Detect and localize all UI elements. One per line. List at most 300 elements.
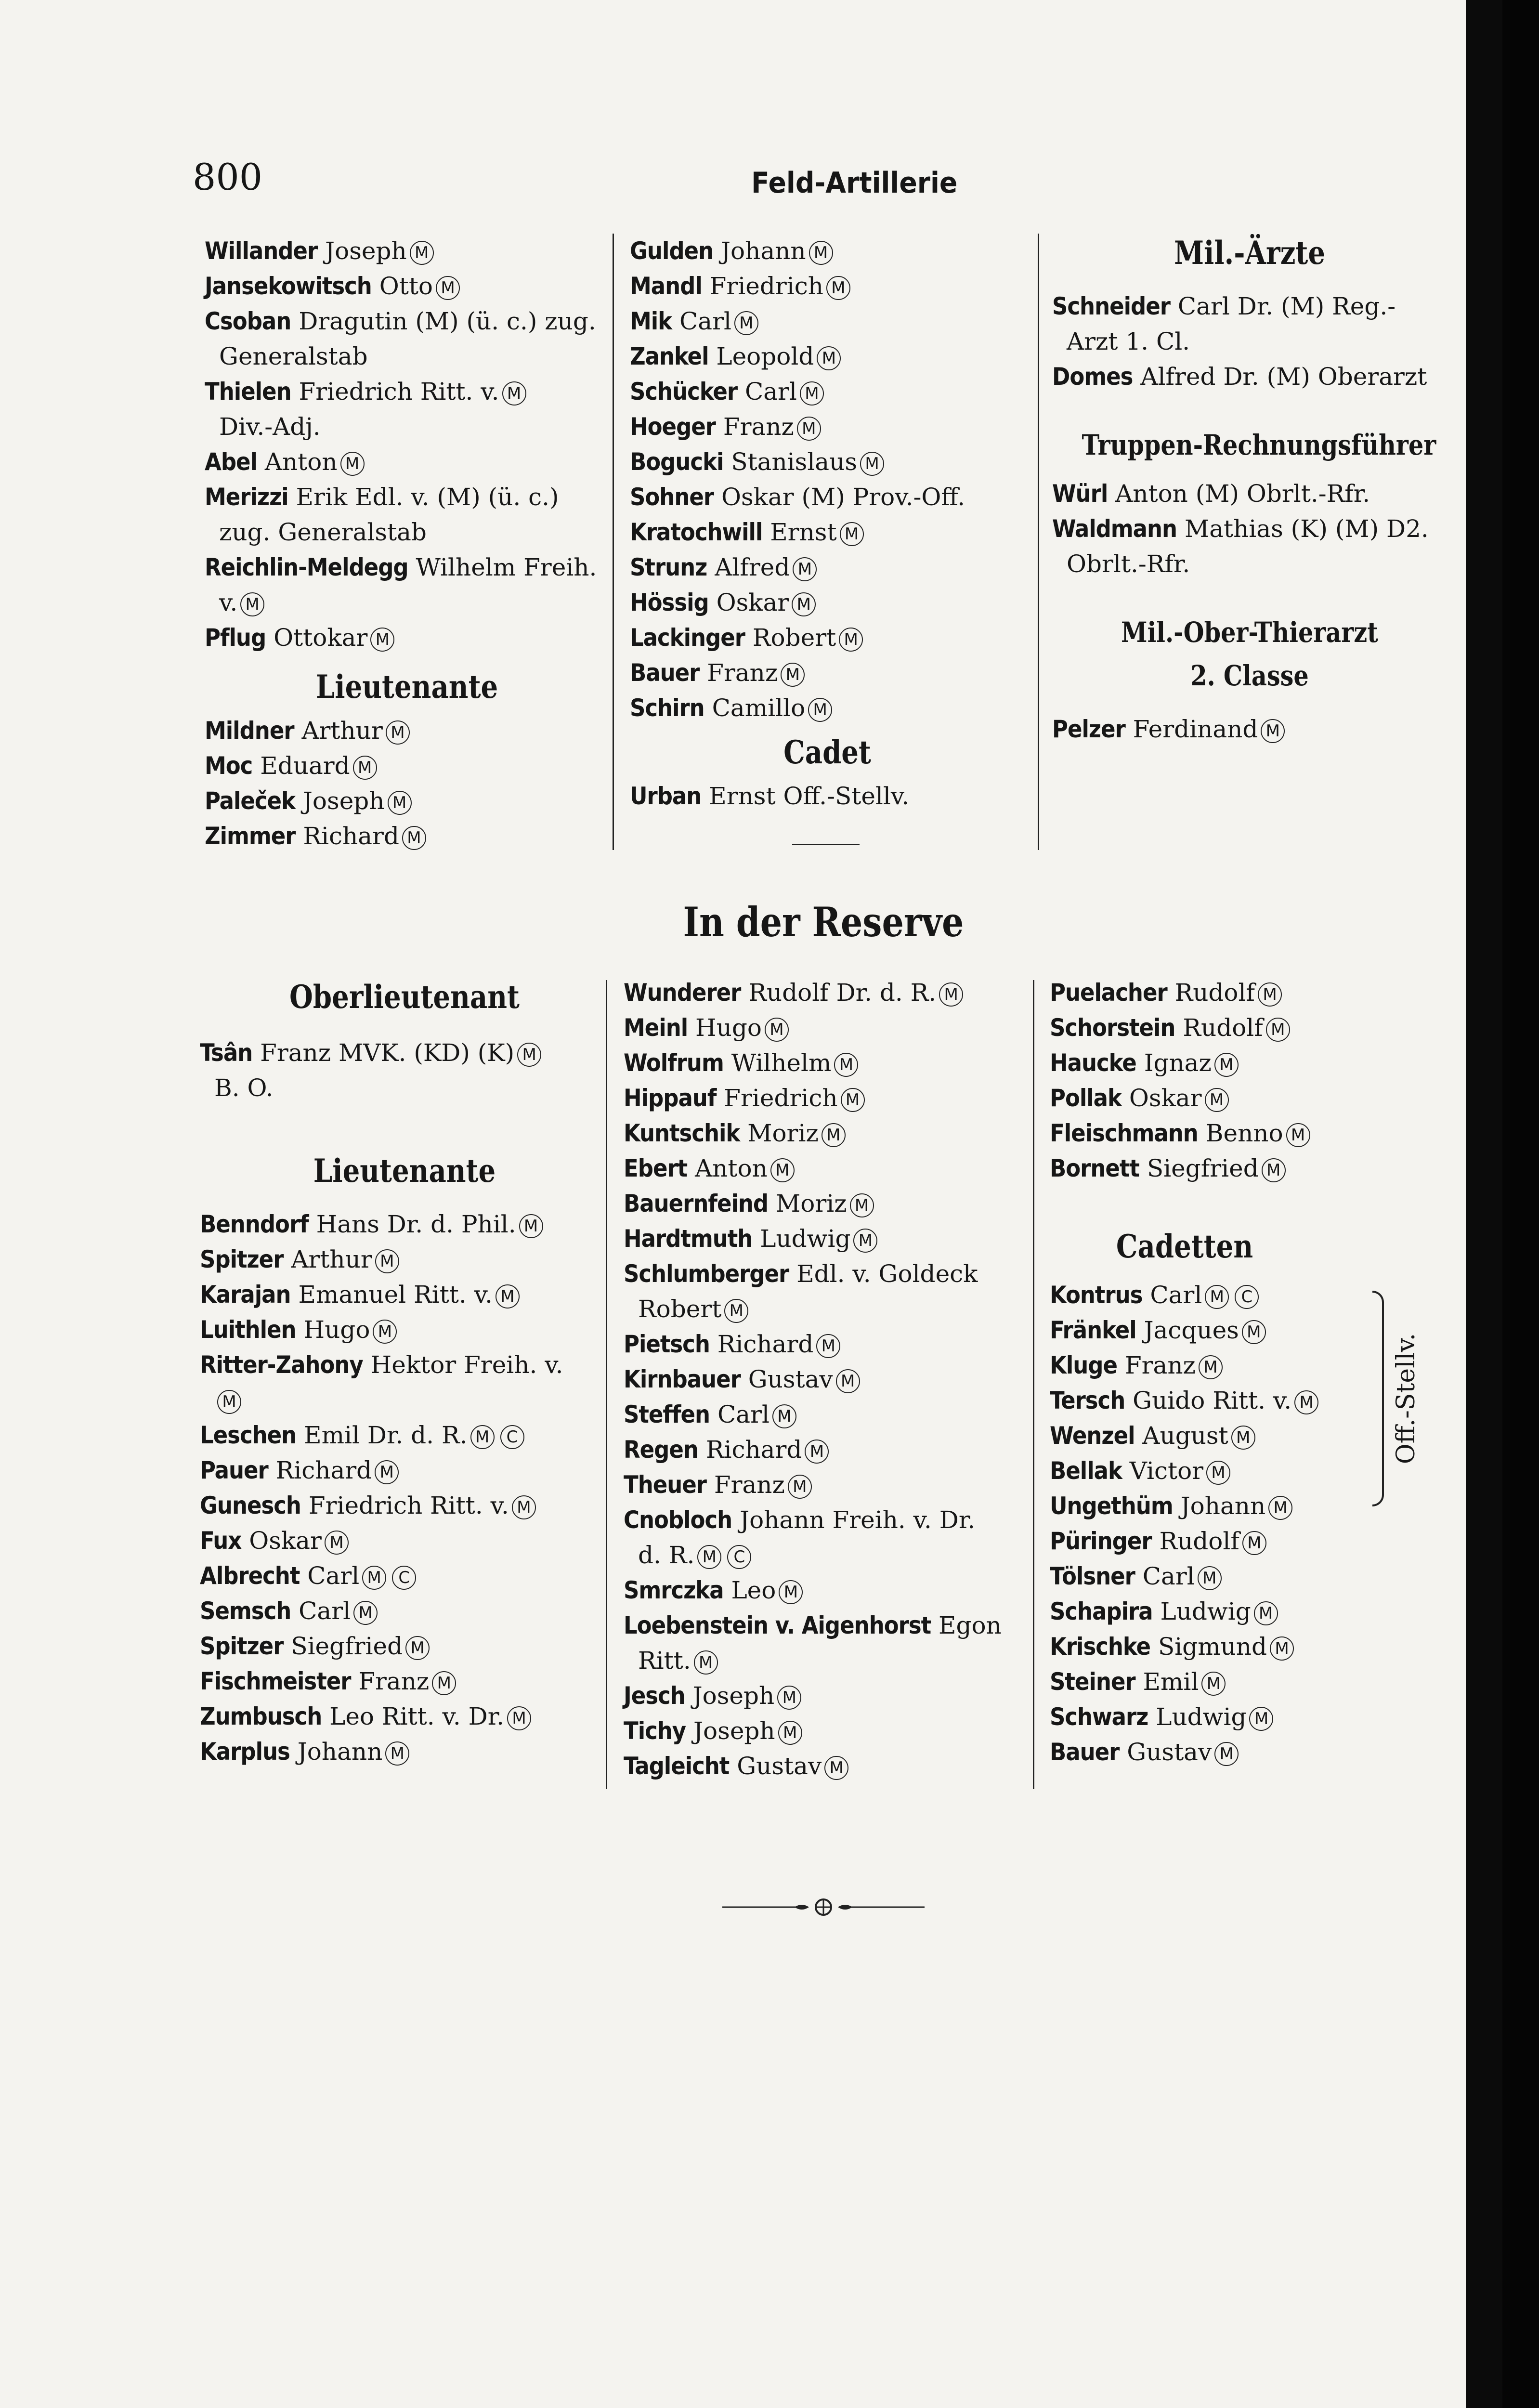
entry-detail: Otto bbox=[379, 272, 433, 300]
circled-m-mark: M bbox=[841, 1088, 865, 1112]
entry-detail: Carl Dr. (M) Reg.- bbox=[1177, 292, 1396, 320]
entry-detail: Ernst bbox=[770, 518, 837, 546]
entry-surname: Ungethüm bbox=[1050, 1492, 1173, 1520]
entry-surname: Cnobloch bbox=[624, 1506, 732, 1534]
list-entry bbox=[205, 234, 609, 269]
entry-surname: Paleček bbox=[205, 787, 295, 815]
entry-detail: Camillo bbox=[712, 694, 806, 722]
entry-detail: Carl bbox=[307, 1562, 360, 1590]
bottom-col3a-list bbox=[1050, 975, 1377, 1186]
entry-surname: Tagleicht bbox=[624, 1752, 730, 1780]
ornament-rule bbox=[722, 1895, 925, 1919]
entry-detail: Stanislaus bbox=[731, 448, 857, 476]
circled-c-mark: C bbox=[392, 1566, 416, 1590]
entry-detail: Franz bbox=[714, 1471, 785, 1499]
list-entry bbox=[624, 975, 1023, 1010]
entry-surname: Hippauf bbox=[624, 1084, 717, 1112]
list-entry bbox=[630, 374, 1025, 409]
circled-m-mark: M bbox=[402, 826, 426, 850]
circled-m-mark: M bbox=[1258, 982, 1282, 1007]
reserve-heading: In der Reserve bbox=[683, 898, 964, 946]
entry-detail: Franz bbox=[707, 659, 778, 687]
list-entry bbox=[630, 269, 1025, 304]
circled-m-mark: M bbox=[340, 452, 365, 476]
entry-detail: Richard bbox=[705, 1436, 802, 1464]
entry-surname: Fux bbox=[200, 1527, 242, 1555]
list-entry bbox=[630, 409, 1025, 445]
entry-surname: Regen bbox=[624, 1436, 698, 1464]
circled-m-mark: M bbox=[496, 1284, 520, 1309]
list-entry bbox=[1050, 1081, 1377, 1116]
section-heading-mil-ober-thierarzt: Mil.-Ober-Thierarzt bbox=[1121, 616, 1378, 649]
circled-m-mark: M bbox=[375, 1249, 399, 1273]
entry-detail: Carl bbox=[1150, 1281, 1202, 1309]
bottom-col2-list bbox=[624, 975, 1023, 1784]
entry-surname: Kratochwill bbox=[630, 518, 763, 546]
entry-surname: Jesch bbox=[624, 1682, 685, 1710]
list-entry bbox=[200, 1348, 609, 1383]
entry-detail: Richard bbox=[275, 1456, 372, 1484]
entry-surname: Thielen bbox=[205, 378, 291, 406]
bottom-col1a-list bbox=[200, 1035, 609, 1106]
top-col1-list bbox=[205, 234, 609, 655]
list-entry bbox=[1050, 975, 1377, 1010]
entry-detail: Rudolf Dr. d. R. bbox=[748, 979, 937, 1007]
circled-m-mark: M bbox=[817, 346, 841, 370]
circled-m-mark: M bbox=[373, 1320, 397, 1344]
list-entry bbox=[624, 1362, 1023, 1397]
list-entry bbox=[630, 515, 1025, 550]
entry-detail: Moriz bbox=[747, 1119, 819, 1147]
top-column-2 bbox=[630, 234, 1025, 814]
section-heading-cadetten: Cadetten bbox=[1116, 1228, 1253, 1265]
entry-surname: Haucke bbox=[1050, 1049, 1136, 1077]
entry-surname: Pauer bbox=[200, 1456, 268, 1484]
list-entry bbox=[624, 1151, 1023, 1186]
circled-m-mark: M bbox=[850, 1193, 874, 1217]
entry-detail: Guido Ritt. v. bbox=[1133, 1387, 1292, 1414]
brace bbox=[1372, 1291, 1384, 1506]
entry-detail: Emanuel Ritt. v. bbox=[298, 1281, 493, 1309]
top-col3c-list bbox=[1052, 712, 1447, 747]
list-entry bbox=[1050, 1151, 1377, 1186]
entry-detail: Arthur bbox=[291, 1245, 372, 1273]
entry-surname: Kirnbauer bbox=[624, 1365, 741, 1393]
top-col3b-list bbox=[1052, 476, 1447, 582]
circled-m-mark: M bbox=[772, 1404, 796, 1428]
section-heading-classe: 2. Classe bbox=[1190, 659, 1309, 692]
circled-m-mark: M bbox=[840, 522, 864, 546]
top-col2b-list bbox=[630, 779, 1025, 814]
circled-m-mark: M bbox=[1205, 1285, 1229, 1309]
entry-detail: d. R. bbox=[638, 1541, 695, 1569]
entry-detail: Johann Freih. v. Dr. bbox=[740, 1506, 976, 1534]
circled-m-mark: M bbox=[777, 1686, 801, 1710]
entry-detail: Benno bbox=[1205, 1119, 1283, 1147]
list-entry bbox=[624, 1503, 1023, 1538]
circled-m-mark: M bbox=[694, 1650, 718, 1675]
entry-surname: Bauer bbox=[630, 659, 700, 687]
circled-m-mark: M bbox=[724, 1299, 748, 1323]
list-entry bbox=[205, 374, 609, 409]
list-entry bbox=[630, 445, 1025, 480]
list-entry bbox=[200, 1523, 609, 1558]
bottom-column-1 bbox=[200, 970, 609, 1769]
circled-m-mark: M bbox=[385, 1741, 409, 1766]
entry-detail: Joseph bbox=[692, 1682, 775, 1710]
entry-surname: Schapira bbox=[1050, 1597, 1153, 1625]
circled-m-mark: M bbox=[375, 1460, 399, 1484]
entry-detail: Erik Edl. v. (M) (ü. c.) bbox=[296, 483, 559, 511]
list-entry bbox=[1050, 1559, 1377, 1594]
entry-detail: Ludwig bbox=[760, 1225, 851, 1253]
entry-detail: Div.-Adj. bbox=[219, 413, 321, 441]
list-entry bbox=[205, 620, 609, 655]
entry-surname: Abel bbox=[205, 448, 257, 476]
circled-m-mark: M bbox=[792, 592, 816, 616]
entry-surname: Tölsner bbox=[1050, 1562, 1135, 1590]
list-entry bbox=[1050, 1418, 1377, 1453]
entry-detail: Joseph bbox=[302, 787, 385, 815]
entry-surname: Bauer bbox=[1050, 1738, 1120, 1766]
list-entry bbox=[205, 304, 609, 339]
circled-m-mark: M bbox=[1249, 1707, 1273, 1731]
entry-surname: Domes bbox=[1052, 363, 1133, 391]
entry-detail: Anton bbox=[695, 1154, 768, 1182]
entry-surname: Schlumberger bbox=[624, 1260, 789, 1288]
entry-detail: Robert bbox=[638, 1295, 722, 1323]
entry-surname: Schwarz bbox=[1050, 1703, 1148, 1731]
entry-surname: Puelacher bbox=[1050, 979, 1167, 1007]
entry-surname: Urban bbox=[630, 782, 702, 810]
circled-m-mark: M bbox=[353, 756, 377, 780]
circled-m-mark: M bbox=[1199, 1355, 1223, 1379]
circled-m-mark: M bbox=[826, 276, 850, 300]
list-entry bbox=[624, 1749, 1023, 1784]
list-entry bbox=[205, 269, 609, 304]
entry-detail: Robert bbox=[752, 624, 836, 652]
entry-surname: Fränkel bbox=[1050, 1316, 1136, 1344]
circled-m-mark: M bbox=[734, 311, 758, 335]
bottom-column-3 bbox=[1050, 975, 1377, 1770]
list-entry bbox=[200, 1383, 609, 1418]
entry-surname: Semsch bbox=[200, 1597, 291, 1625]
entry-surname: Bogucki bbox=[630, 448, 724, 476]
list-entry bbox=[630, 691, 1025, 726]
circled-m-mark: M bbox=[824, 1756, 848, 1780]
entry-detail: Ferdinand bbox=[1133, 715, 1258, 743]
circled-m-mark: M bbox=[697, 1545, 721, 1569]
list-entry bbox=[200, 1594, 609, 1629]
circled-c-mark: C bbox=[727, 1545, 751, 1569]
entry-surname: Waldmann bbox=[1052, 515, 1177, 543]
circled-m-mark: M bbox=[1201, 1672, 1226, 1696]
entry-detail: Carl bbox=[1142, 1562, 1195, 1590]
list-entry bbox=[630, 779, 1025, 814]
entry-surname: Schücker bbox=[630, 378, 738, 406]
list-entry bbox=[1050, 1489, 1377, 1524]
entry-surname: Wunderer bbox=[624, 979, 741, 1007]
entry-surname: Steffen bbox=[624, 1400, 710, 1428]
brace-label: Off.-Stellv. bbox=[1392, 1333, 1421, 1464]
list-entry bbox=[205, 339, 609, 374]
list-entry bbox=[200, 1699, 609, 1734]
entry-detail: Ludwig bbox=[1160, 1597, 1251, 1625]
list-entry bbox=[1052, 359, 1447, 394]
list-entry bbox=[205, 515, 609, 550]
entry-detail: Oskar bbox=[716, 589, 789, 616]
entry-surname: Kluge bbox=[1050, 1351, 1118, 1379]
list-entry bbox=[630, 550, 1025, 585]
column-rule bbox=[606, 980, 607, 1789]
section-heading-lieutenante-reserve: Lieutenante bbox=[313, 1152, 496, 1190]
bottom-col3b-list bbox=[1050, 1278, 1377, 1770]
entry-surname: Spitzer bbox=[200, 1632, 284, 1660]
list-entry bbox=[624, 1397, 1023, 1432]
list-entry bbox=[630, 480, 1025, 515]
list-entry bbox=[1050, 1629, 1377, 1664]
circled-m-mark: M bbox=[1214, 1742, 1239, 1766]
entry-surname: Püringer bbox=[1050, 1527, 1152, 1555]
list-entry bbox=[1052, 712, 1447, 747]
list-entry bbox=[200, 1453, 609, 1488]
entry-detail: Emil bbox=[1143, 1668, 1199, 1696]
list-entry bbox=[624, 1292, 1023, 1327]
circled-m-mark: M bbox=[1242, 1531, 1266, 1555]
entry-surname: Zankel bbox=[630, 342, 709, 370]
list-entry bbox=[624, 1714, 1023, 1749]
list-entry bbox=[200, 1488, 609, 1523]
entry-detail: Siegfried bbox=[291, 1632, 403, 1660]
list-entry bbox=[630, 620, 1025, 655]
entry-detail: Arzt 1. Cl. bbox=[1067, 327, 1190, 355]
circled-m-mark: M bbox=[797, 417, 821, 441]
entry-detail: Dragutin (M) (ü. c.) zug. bbox=[299, 307, 596, 335]
circled-m-mark: M bbox=[800, 381, 824, 406]
list-entry bbox=[200, 1558, 609, 1594]
circled-m-mark: M bbox=[788, 1475, 812, 1499]
circled-m-mark: M bbox=[860, 452, 884, 476]
entry-detail: Rudolf bbox=[1159, 1527, 1239, 1555]
entry-surname: Fleischmann bbox=[1050, 1119, 1198, 1147]
entry-surname: Jansekowitsch bbox=[205, 272, 372, 300]
entry-detail: Moriz bbox=[776, 1190, 847, 1217]
column-rule bbox=[1038, 234, 1039, 850]
entry-surname: Wolfrum bbox=[624, 1049, 724, 1077]
circled-m-mark: M bbox=[805, 1440, 829, 1464]
list-entry bbox=[624, 1678, 1023, 1714]
section-heading-lieutenante: Lieutenante bbox=[315, 668, 498, 706]
circled-m-mark: M bbox=[781, 663, 805, 687]
circled-m-mark: M bbox=[1214, 1053, 1239, 1077]
entry-surname: Ebert bbox=[624, 1154, 688, 1182]
entry-detail: Carl bbox=[299, 1597, 351, 1625]
entry-detail: August bbox=[1142, 1422, 1228, 1450]
entry-detail: Generalstab bbox=[219, 342, 368, 370]
entry-surname: Csoban bbox=[205, 307, 291, 335]
entry-surname: Gulden bbox=[630, 237, 714, 265]
list-entry bbox=[1050, 1046, 1377, 1081]
entry-surname: Zimmer bbox=[205, 822, 296, 850]
entry-surname: Gunesch bbox=[200, 1492, 301, 1519]
entry-detail: Richard bbox=[717, 1330, 814, 1358]
entry-detail: Richard bbox=[303, 822, 399, 850]
entry-detail: Ottokar bbox=[274, 624, 368, 652]
page-number: 800 bbox=[193, 156, 263, 198]
circled-m-mark: M bbox=[388, 791, 412, 815]
entry-surname: Theuer bbox=[624, 1471, 706, 1499]
bottom-column-2 bbox=[624, 975, 1023, 1784]
entry-detail: Friedrich bbox=[709, 272, 823, 300]
circled-c-mark: C bbox=[500, 1425, 524, 1449]
list-entry bbox=[624, 1046, 1023, 1081]
top-column-3 bbox=[1052, 226, 1447, 747]
list-entry bbox=[624, 1186, 1023, 1221]
entry-detail: Oskar (M) Prov.-Off. bbox=[721, 483, 965, 511]
circled-m-mark: M bbox=[808, 698, 832, 722]
circled-m-mark: M bbox=[1270, 1636, 1294, 1661]
entry-detail: Franz bbox=[358, 1667, 430, 1695]
list-entry bbox=[205, 784, 609, 819]
column-rule bbox=[613, 234, 614, 850]
list-entry bbox=[1052, 547, 1447, 582]
list-entry bbox=[624, 1221, 1023, 1256]
list-entry bbox=[205, 409, 609, 445]
entry-detail: Egon bbox=[939, 1611, 1002, 1639]
list-entry bbox=[1050, 1116, 1377, 1151]
list-entry bbox=[200, 1242, 609, 1277]
list-entry bbox=[200, 1418, 609, 1453]
circled-m-mark: M bbox=[1198, 1566, 1222, 1590]
circled-m-mark: M bbox=[1294, 1390, 1318, 1414]
circled-m-mark: M bbox=[770, 1158, 795, 1182]
list-entry bbox=[624, 1116, 1023, 1151]
entry-detail: Leo Ritt. v. Dr. bbox=[329, 1702, 505, 1730]
list-entry bbox=[200, 1312, 609, 1348]
entry-detail: Gustav bbox=[748, 1365, 833, 1393]
entry-surname: Leschen bbox=[200, 1421, 297, 1449]
list-entry bbox=[1050, 1664, 1377, 1700]
entry-surname: Schneider bbox=[1052, 292, 1170, 320]
circled-c-mark: C bbox=[1235, 1285, 1259, 1309]
entry-detail: Franz bbox=[723, 413, 794, 441]
list-entry bbox=[1050, 1313, 1377, 1348]
entry-detail: Emil Dr. d. R. bbox=[304, 1421, 468, 1449]
list-entry bbox=[200, 1664, 609, 1699]
book-spine-shadow bbox=[1466, 0, 1502, 2408]
list-entry bbox=[205, 445, 609, 480]
circled-m-mark: M bbox=[939, 982, 963, 1007]
list-entry bbox=[1050, 1524, 1377, 1559]
list-entry bbox=[624, 1643, 1023, 1678]
list-entry bbox=[1052, 324, 1447, 359]
entry-detail: Joseph bbox=[325, 237, 407, 265]
list-entry bbox=[200, 1035, 609, 1071]
top-column-1 bbox=[205, 234, 609, 854]
entry-detail: Arthur bbox=[301, 717, 383, 745]
entry-detail: Alfred Dr. (M) Oberarzt bbox=[1140, 363, 1427, 391]
entry-surname: Pietsch bbox=[624, 1330, 710, 1358]
entry-detail: Obrlt.-Rfr. bbox=[1067, 550, 1190, 578]
list-entry bbox=[1050, 1383, 1377, 1418]
entry-detail: Rudolf bbox=[1174, 979, 1255, 1007]
list-entry bbox=[205, 819, 609, 854]
section-heading-oberlieutenant: Oberlieutenant bbox=[289, 978, 520, 1016]
circled-m-mark: M bbox=[839, 628, 863, 652]
entry-detail: Hugo bbox=[303, 1316, 370, 1344]
entry-detail: Friedrich Ritt. v. bbox=[299, 378, 499, 406]
circled-m-mark: M bbox=[507, 1706, 531, 1730]
entry-detail: Oskar bbox=[249, 1527, 322, 1555]
entry-detail: Oskar bbox=[1129, 1084, 1202, 1112]
circled-m-mark: M bbox=[1262, 1158, 1286, 1182]
circled-m-mark: M bbox=[386, 720, 410, 745]
list-entry bbox=[200, 1207, 609, 1242]
list-entry bbox=[1052, 511, 1447, 547]
entry-surname: Spitzer bbox=[200, 1245, 284, 1273]
circled-m-mark: M bbox=[1254, 1601, 1278, 1625]
entry-detail: Carl bbox=[744, 378, 797, 406]
list-entry bbox=[1052, 289, 1447, 324]
list-entry bbox=[1050, 1010, 1377, 1046]
entry-surname: Pollak bbox=[1050, 1084, 1122, 1112]
entry-detail: v. bbox=[219, 589, 238, 616]
entry-surname: Hössig bbox=[630, 589, 709, 616]
entry-detail: Johann bbox=[1180, 1492, 1266, 1520]
circled-m-mark: M bbox=[353, 1601, 378, 1625]
list-entry bbox=[624, 1573, 1023, 1608]
running-head: Feld-Artillerie bbox=[751, 166, 958, 200]
circled-m-mark: M bbox=[1231, 1426, 1255, 1450]
circled-m-mark: M bbox=[822, 1123, 846, 1147]
entry-detail: Alfred bbox=[715, 553, 790, 581]
short-rule bbox=[792, 844, 860, 845]
circled-m-mark: M bbox=[405, 1636, 430, 1660]
entry-surname: Sohner bbox=[630, 483, 714, 511]
entry-detail: Victor bbox=[1129, 1457, 1204, 1485]
entry-detail: Siegfried bbox=[1147, 1154, 1259, 1182]
entry-surname: Willander bbox=[205, 237, 318, 265]
entry-detail: Ernst Off.-Stellv. bbox=[709, 782, 910, 810]
entry-detail: Gustav bbox=[1127, 1738, 1212, 1766]
top-col3a-list bbox=[1052, 289, 1447, 394]
list-entry bbox=[1050, 1278, 1377, 1313]
circled-m-mark: M bbox=[853, 1229, 877, 1253]
entry-surname: Karplus bbox=[200, 1738, 290, 1766]
entry-surname: Loebenstein v. Aigenhorst bbox=[624, 1611, 931, 1639]
circled-m-mark: M bbox=[217, 1390, 241, 1414]
entry-surname: Mildner bbox=[205, 717, 294, 745]
entry-detail: Franz bbox=[1124, 1351, 1196, 1379]
circled-m-mark: M bbox=[432, 1671, 456, 1695]
circled-m-mark: M bbox=[834, 1053, 858, 1077]
entry-surname: Zumbusch bbox=[200, 1702, 322, 1730]
circled-m-mark: M bbox=[1286, 1123, 1310, 1147]
entry-detail: Leo bbox=[731, 1576, 776, 1604]
list-entry bbox=[624, 1538, 1023, 1573]
entry-surname: Kontrus bbox=[1050, 1281, 1143, 1309]
entry-detail: Sigmund bbox=[1158, 1633, 1267, 1661]
entry-surname: Kuntschik bbox=[624, 1119, 740, 1147]
list-entry bbox=[624, 1608, 1023, 1643]
circled-m-mark: M bbox=[362, 1566, 386, 1590]
entry-surname: Pelzer bbox=[1052, 715, 1125, 743]
entry-detail: Jacques bbox=[1144, 1316, 1239, 1344]
bottom-col1b-list bbox=[200, 1207, 609, 1769]
top-col2-list bbox=[630, 234, 1025, 726]
entry-surname: Mik bbox=[630, 307, 672, 335]
entry-surname: Mandl bbox=[630, 272, 702, 300]
